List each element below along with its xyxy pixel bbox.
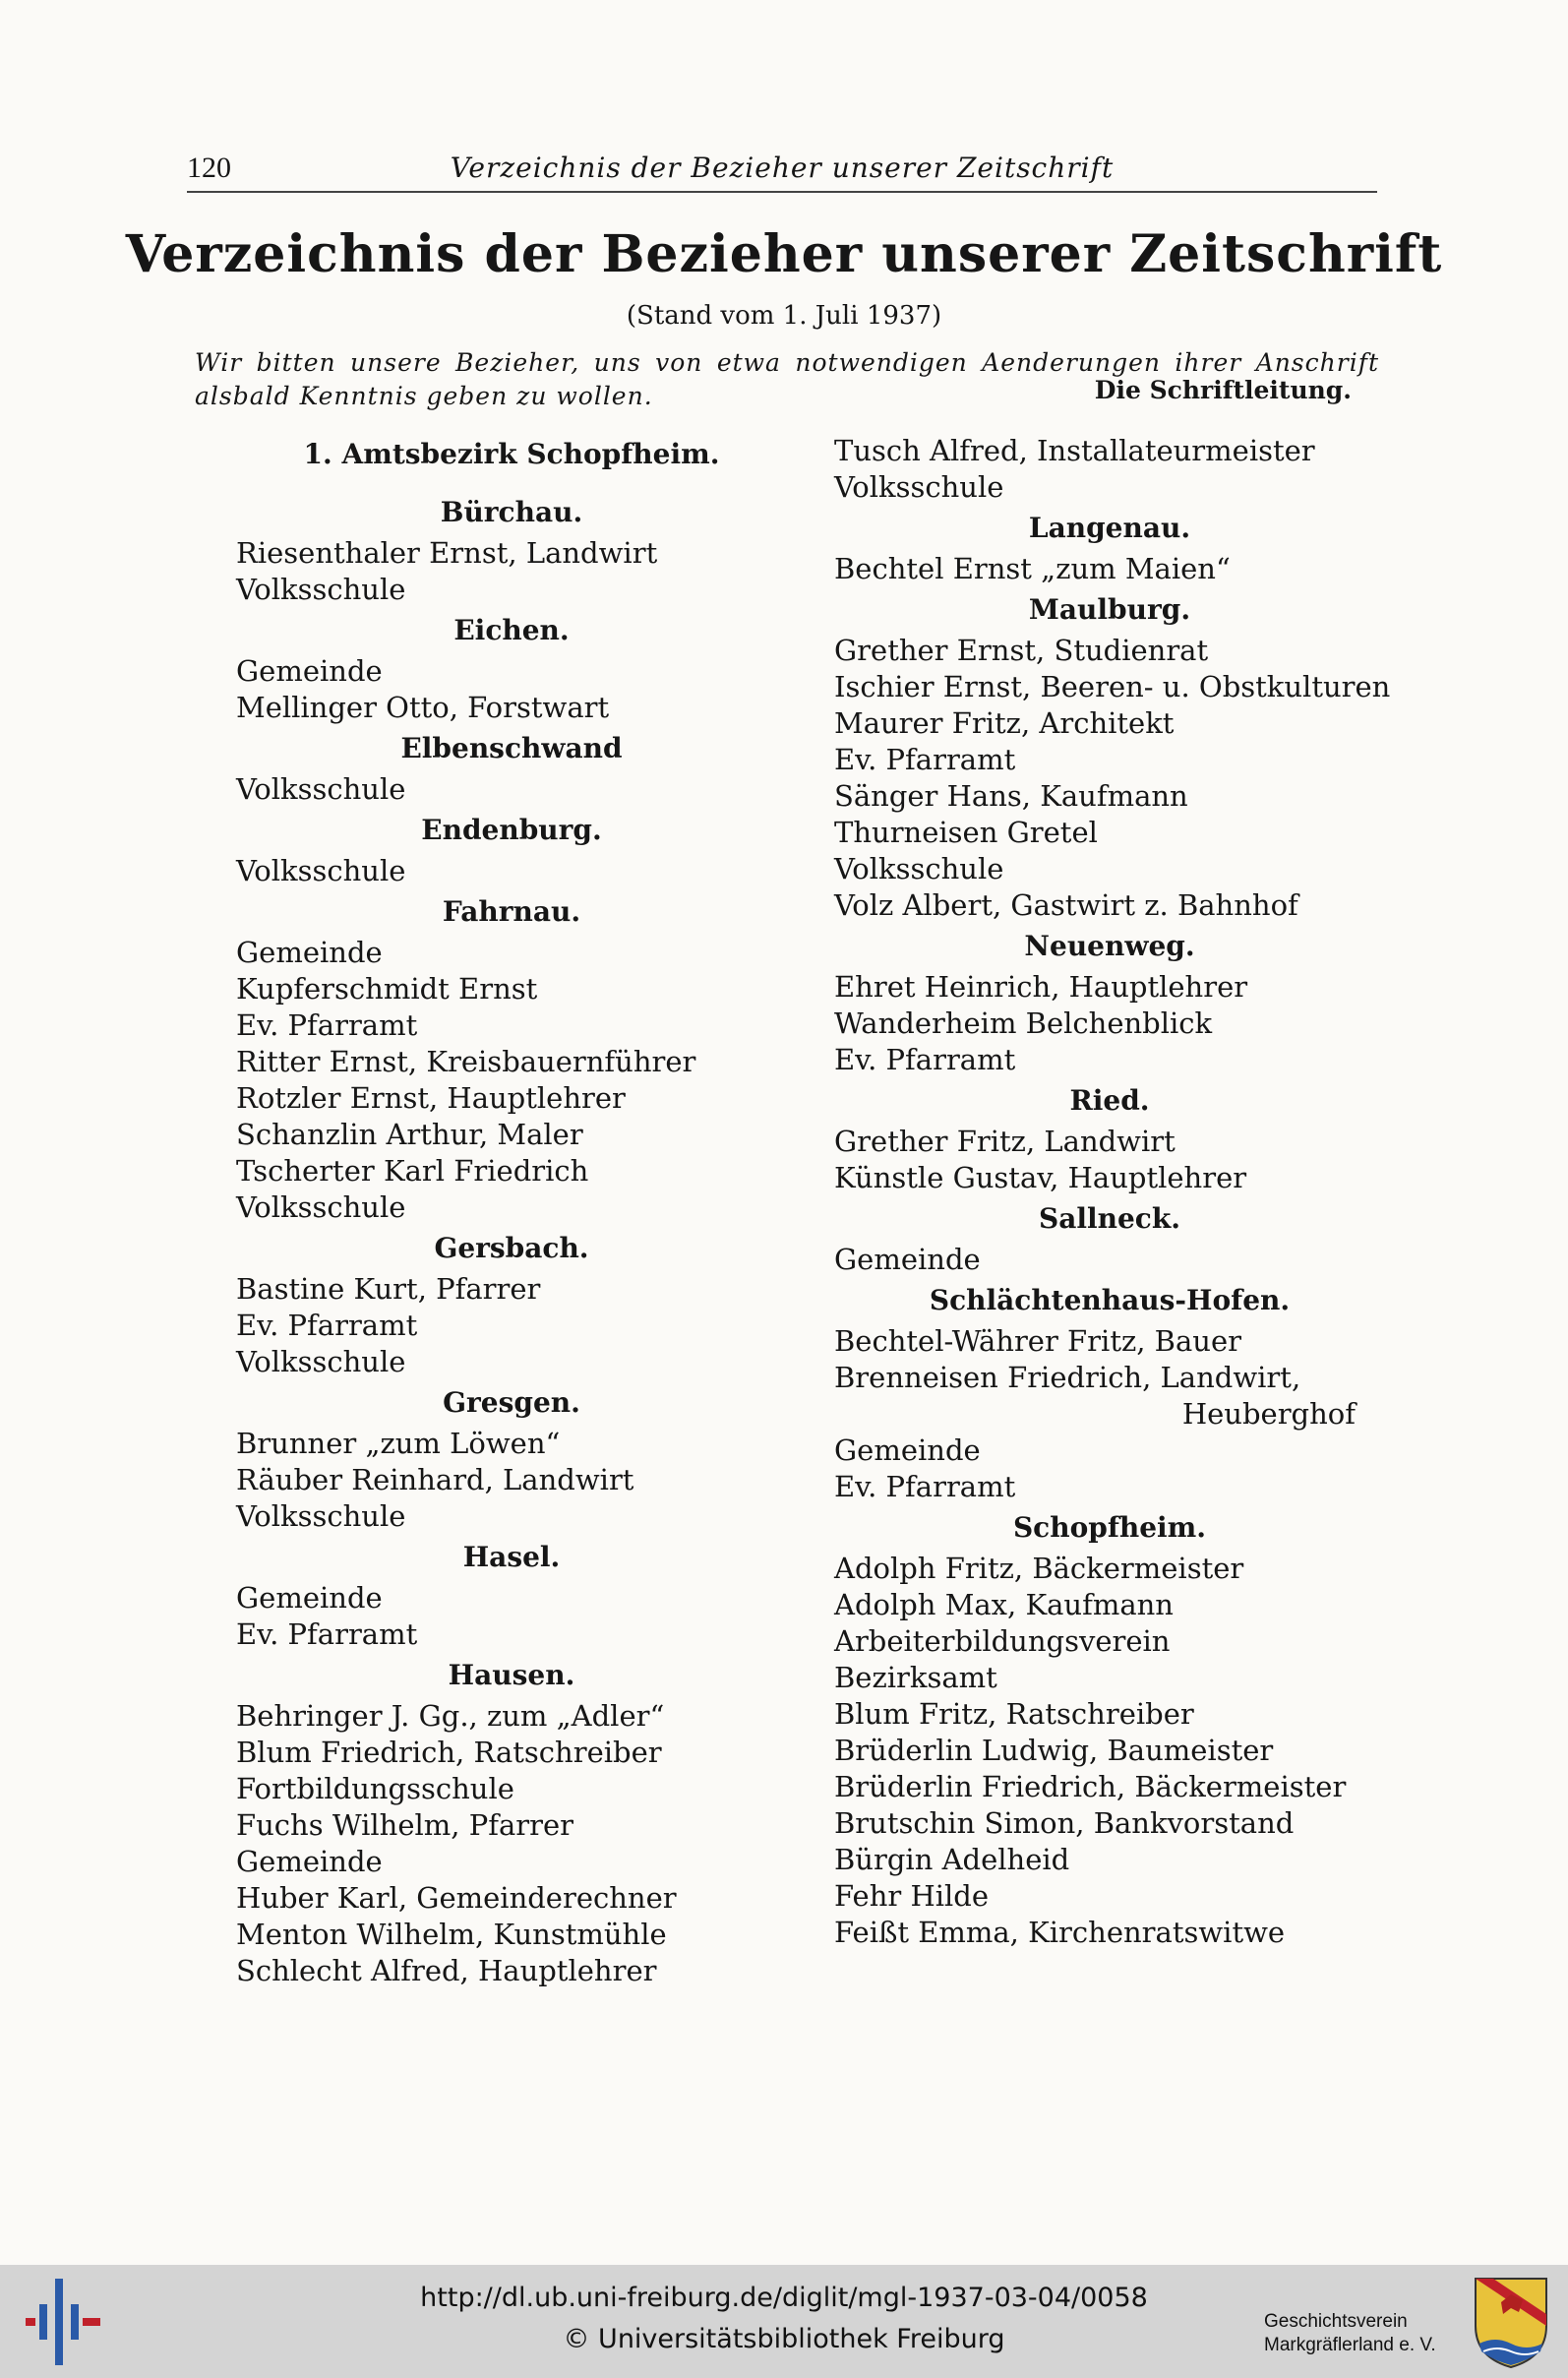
subscriber-entry: Gemeinde [236,936,383,969]
subscriber-entry: Bürgin Adelheid [834,1843,1070,1876]
subscriber-entry: Blum Friedrich, Ratschreiber [236,1736,662,1769]
district-heading: 1. Amtsbezirk Schopfheim. [303,438,720,470]
subscriber-entry: Volksschule [236,1345,406,1378]
subscriber-entry: Gemeinde [236,1581,383,1615]
society-name [1264,2310,1461,2357]
subscriber-entry: Brutschin Simon, Bankvorstand [834,1806,1295,1840]
subscriber-entry: Volz Albert, Gastwirt z. Bahnhof [834,888,1298,922]
subscriber-entry: Brenneisen Friedrich, Landwirt, [834,1361,1301,1394]
subscriber-entry: Künstle Gustav, Hauptlehrer [834,1161,1247,1194]
subscriber-entry: Ev. Pfarramt [236,1008,418,1042]
place-heading: Elbenschwand [400,732,623,764]
subscriber-entry: Volksschule [834,470,1004,504]
running-title: Verzeichnis der Bezieher unserer Zeitschrift [450,152,1115,184]
subscriber-entry: Riesenthaler Ernst, Landwirt [236,536,658,570]
subscriber-entry: Bastine Kurt, Pfarrer [236,1272,541,1306]
subscriber-entry: Schanzlin Arthur, Maler [236,1118,583,1151]
place-heading: Schopfheim. [1012,1511,1207,1544]
society-line-1: Geschichtsverein [1264,2311,1408,2332]
subscriber-entry: Adolph Max, Kaufmann [834,1588,1174,1621]
subscriber-entry: Ev. Pfarramt [834,1043,1016,1076]
signature: Die Schriftleitung. [1094,376,1352,404]
place-heading: Eichen. [453,614,570,646]
subscriber-entry: Ehret Heinrich, Hauptlehrer [834,970,1248,1004]
subscriber-entry: Ev. Pfarramt [236,1309,418,1342]
subscriber-entry: Volksschule [236,854,406,887]
subscriber-entry: Grether Fritz, Landwirt [834,1125,1176,1158]
subscriber-entry: Menton Wilhelm, Kunstmühle [236,1918,667,1951]
place-heading: Langenau. [1028,512,1191,544]
subscriber-entry: Sänger Hans, Kaufmann [834,779,1188,813]
subscriber-entry: Behringer J. Gg., zum „Adler“ [236,1699,665,1733]
subscriber-entry: Ev. Pfarramt [236,1617,418,1651]
source-url[interactable]: http://dl.ub.uni-freiburg.de/diglit/mgl-1937-03-04/0058 [420,2283,1148,2313]
subscriber-entry: Brunner „zum Löwen“ [236,1427,561,1460]
page-number: 120 [187,152,231,184]
subscriber-entry: Arbeiterbildungsverein [834,1624,1171,1658]
copyright-text: © Universitätsbibliothek Freiburg [563,2324,1005,2354]
subscriber-entry: Thurneisen Gretel [834,816,1098,849]
coat-of-arms-icon [1472,2275,1550,2369]
page-title: Verzeichnis der Bezieher unserer Zeitschrift [125,224,1443,284]
place-heading: Hasel. [462,1541,561,1573]
subscriber-entry: Kupferschmidt Ernst [236,972,538,1006]
subscriber-entry: Fuchs Wilhelm, Pfarrer [236,1808,574,1842]
subscriber-entry: Huber Karl, Gemeinderechner [236,1881,677,1915]
subscriber-entry: Feißt Emma, Kirchenratswitwe [834,1916,1286,1949]
subscriber-entry: Mellinger Otto, Forstwart [236,691,610,724]
subscriber-entry: Brüderlin Ludwig, Baumeister [834,1734,1274,1767]
place-heading: Hausen. [448,1659,575,1691]
right-column [834,433,1391,1951]
place-heading: Maulburg. [1028,593,1191,626]
subscriber-entry: Maurer Fritz, Architekt [834,706,1175,740]
society-line-2: Markgräflerland e. V. [1264,2335,1436,2355]
place-heading: Ried. [1069,1084,1150,1117]
place-heading: Fahrnau. [442,895,581,928]
subscriber-entry: Tscherter Karl Friedrich [236,1154,589,1188]
subscriber-entry: Fortbildungsschule [236,1772,514,1805]
subscriber-entry: Schlecht Alfred, Hauptlehrer [236,1954,657,1987]
place-heading: Gersbach. [434,1232,589,1264]
subscriber-entry: Räuber Reinhard, Landwirt [236,1463,634,1496]
notice-text: Wir bitten unsere Bezieher, uns von etwa notwendigen Aenderungen ihrer Anschrift alsbald Kenntnis geben zu wollen. [195,348,1379,410]
left-groups [236,490,787,1989]
date-subtitle: (Stand vom 1. Juli 1937) [626,301,942,331]
subscriber-entry: Brüderlin Friedrich, Bäckermeister [834,1770,1347,1803]
subscriber-entry: Rotzler Ernst, Hauptlehrer [236,1081,626,1115]
subscriber-entry: Grether Ernst, Studienrat [834,634,1209,667]
subscriber-entry: Bezirksamt [834,1661,997,1694]
subscriber-entry: Blum Fritz, Ratschreiber [834,1697,1194,1731]
place-heading: Neuenweg. [1024,930,1195,962]
right-top-entries [834,433,1385,506]
subscriber-entry: Ev. Pfarramt [834,1470,1016,1503]
left-column [236,433,787,1989]
subscriber-entry: Bechtel-Währer Fritz, Bauer [834,1324,1241,1358]
subscriber-entry: Volksschule [236,1190,406,1224]
subscriber-entry: Bechtel Ernst „zum Maien“ [834,552,1231,585]
subscriber-entry: Ischier Ernst, Beeren- u. Obstkulturen [834,670,1391,703]
subscriber-entry: Fehr Hilde [834,1879,990,1913]
subscriber-entry: Adolph Fritz, Bäckermeister [834,1552,1244,1585]
right-groups [834,506,1391,1951]
place-heading: Schlächtenhaus-Hofen. [929,1284,1291,1316]
subscriber-entry: Gemeinde [236,654,383,688]
subscriber-entry: Volksschule [236,573,406,606]
subscriber-entry: Gemeinde [236,1845,383,1878]
place-heading: Endenburg. [421,814,602,846]
subscriber-entry: Volksschule [236,772,406,806]
running-head [187,148,1377,193]
subscriber-entry: Tusch Alfred, Installateurmeister [834,434,1315,467]
subscriber-entry: Gemeinde [834,1433,981,1467]
footer-bar [0,2265,1568,2378]
subscriber-entry: Ev. Pfarramt [834,743,1016,776]
subscriber-entry: Heuberghof [1181,1397,1356,1431]
subscriber-entry: Wanderheim Belchenblick [834,1006,1213,1040]
subscriber-entry: Volksschule [236,1499,406,1533]
subscriber-entry: Ritter Ernst, Kreisbauernführer [236,1045,696,1078]
subscriber-entry: Gemeinde [834,1243,981,1276]
subscriber-entry: Volksschule [834,852,1004,885]
place-heading: Sallneck. [1038,1202,1180,1235]
place-heading: Gresgen. [443,1386,580,1419]
place-heading: Bürchau. [440,496,583,528]
